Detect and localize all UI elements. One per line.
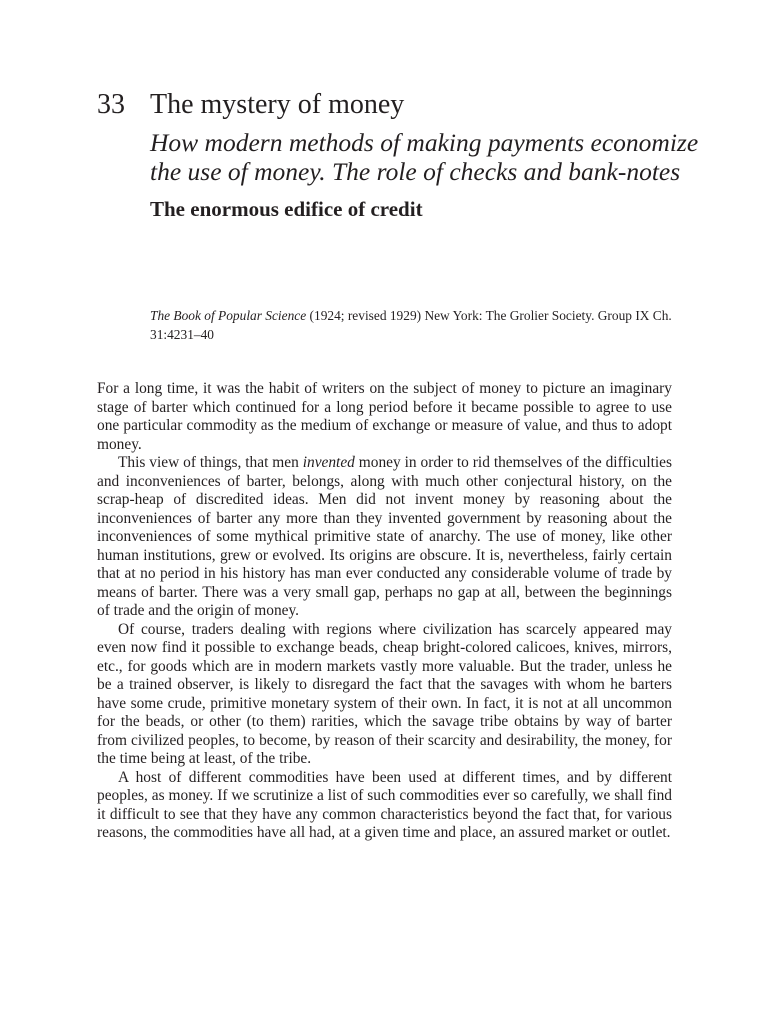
paragraph-2-emphasis: invented xyxy=(302,454,355,471)
paragraph-3: Of course, traders dealing with regions where civilization has scarcely appeared may even now find it possible to exchange beads, cheap bright-colored calicoes, knives, mirrors, etc., for goods which are in modern markets vastly more valuable. But the trader, unless he be a trained observer, is likely to disregard the fact that the savages with whom he barters have some crude, primitive monetary system of their own. In fact, it is not at all uncommon for the beads, or other (to them) rarities, which the savage tribe obtains by way of barter from civilized peoples, to become, by reason of their scarcity and desirability, the money, for the time being at least, of the tribe. xyxy=(97,620,672,767)
paragraph-2 xyxy=(97,454,672,621)
chapter-heading xyxy=(97,88,697,122)
source-citation xyxy=(150,306,690,344)
body-text xyxy=(97,380,672,843)
title-row xyxy=(97,88,697,122)
paragraph-2-start: This view of things, that men xyxy=(118,454,303,471)
paragraph-4: A host of different commodities have been used at different times, and by different peoples, as money. If we scrutinize a list of such commodities ever so carefully, we shall find it difficult to see that they have any common characteristics beyond the fact that, for various reasons, the commodities have all had, at a given time and place, an assured market or outlet. xyxy=(97,768,672,841)
chapter-title: The mystery of money xyxy=(150,89,405,120)
chapter-subtitle-block xyxy=(150,128,710,222)
paragraph-1: For a long time, it was the habit of writers on the subject of money to picture an imaginary stage of barter which continued for a long period before it became possible to agree to use one particular commodity as the medium of exchange or measure of value, and thus to adopt money. xyxy=(97,380,672,453)
paragraph-2-rest: money in order to rid themselves of the difficulties and inconveniences of barter, belongs, along with much other conjectural history, on the scrap-heap of discredited ideas. Men did not invent money by reasoning about the inconveniences of barter any more than they invented government by reasoning about the inconveniences of some mythical primitive state of anarchy. The use of money, like other human institutions, grew or evolved. Its origins are obscure. It is, nevertheless, fairly certain that at no period in his history has man ever conducted any considerable volume of trade by means of barter. There was a very small gap, perhaps no gap at all, between the beginnings of trade and the origin of money. xyxy=(97,454,672,619)
citation-details: (1924; revised 1929) New York: The Grolier Society. Group IX Ch. 31:4231–40 xyxy=(150,308,672,342)
citation-book-title: The Book of Popular Science xyxy=(150,308,307,323)
chapter-subtitle: How modern methods of making payments economize the use of money. The role of checks and bank-notes xyxy=(150,128,699,186)
chapter-subheading: The enormous edifice of credit xyxy=(150,197,423,221)
chapter-number: 33 xyxy=(97,89,125,120)
